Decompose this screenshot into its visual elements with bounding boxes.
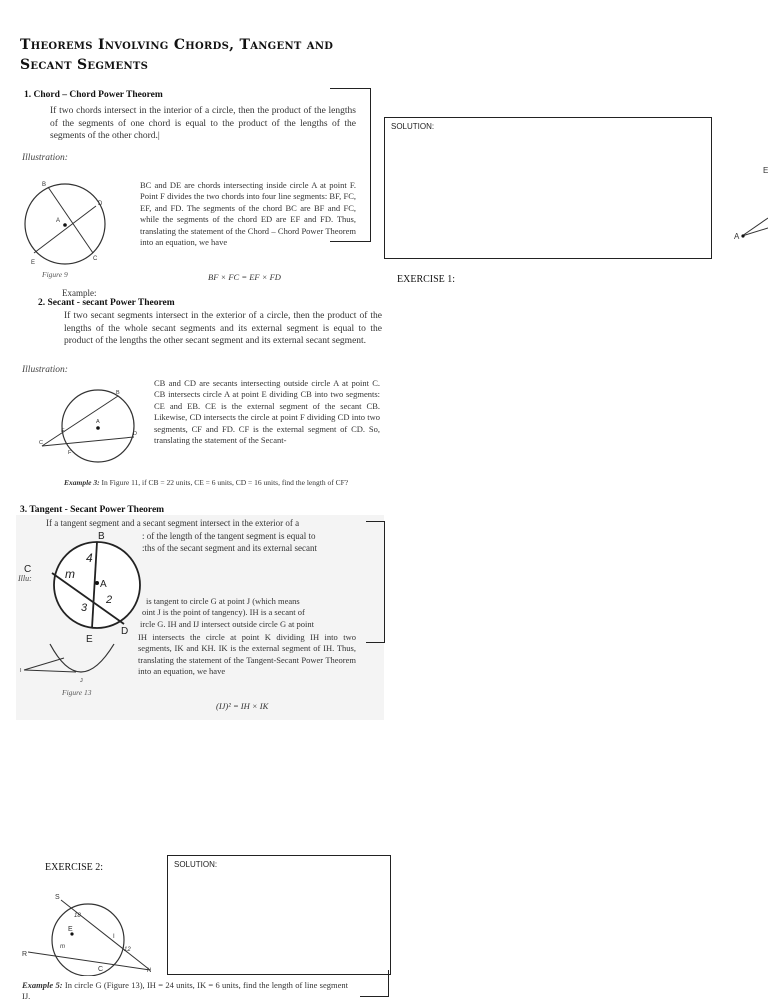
section3-statement-line3: :ths of the secant segment and its external secant <box>142 543 317 553</box>
exercise2-label-12: 12 <box>124 947 131 953</box>
example5-label: Example 5: <box>22 980 63 990</box>
overlay-label-4: 4 <box>86 551 93 565</box>
fig11-label-f: F <box>68 450 72 456</box>
secant-ih <box>24 658 64 670</box>
overlay-label-c: C <box>24 564 32 575</box>
secant-cd <box>42 437 134 446</box>
section2-statement: If two secant segments intersect in the exterior of a circle, then the product of the lengths of the whole secant segments and its external segment is equal to the product of the lengths the other secant segment and its external secant segment. <box>64 311 382 346</box>
example5-text: In circle G (Figure 13), IH = 24 units, IK = 6 units, find the length of line segment IJ. <box>22 980 349 1002</box>
exercise1-point-a <box>741 234 744 237</box>
section3-description-top <box>140 596 358 630</box>
fig11-label-b: B <box>116 390 120 396</box>
exercise1-line-1 <box>742 218 768 236</box>
exercise2-label-s: S <box>55 894 60 901</box>
fig13-label-i: I <box>20 668 22 674</box>
fig11-label-a: A <box>96 419 100 425</box>
tangent-secant-figure <box>20 640 140 690</box>
section1-equation: BF × FC = EF × FD <box>208 272 281 282</box>
overlay-center-a <box>95 581 99 585</box>
section3-bracket <box>366 521 385 643</box>
exercise2-circle <box>52 904 124 976</box>
exercise2-label: EXERCISE 2: <box>45 862 104 873</box>
exercise2-secant-rn <box>28 952 150 970</box>
fig11-label-e: E <box>61 428 65 434</box>
section3-heading: 3. Tangent - Secant Power Theorem <box>20 505 165 515</box>
title-line-2: Secant Segments <box>20 57 149 73</box>
section2-description: CB and CD are secants intersecting outside circle A at point C. CB intersects circle A at point E dividing CB into two segments: CE and EB. CE is the external segment of the secant CB. Likewise, CD intersects the circle at point F dividing CD into two segments, CF and FD. CF is the external segment of CD. So, translating the statement of the Secant- <box>154 378 380 446</box>
section3-description-line1: is tangent to circle G at point J (which means <box>146 596 300 606</box>
section2-heading: 2. Secant - secant Power Theorem <box>38 298 175 308</box>
overlay-label-m: m <box>65 567 75 581</box>
center-point-a <box>63 223 67 227</box>
section1-statement: If two chords intersect in the interior of a circle, then the product of the lengths of the segments of one chord is equal to the product of the lengths of the segments of the other chord.| <box>50 106 356 141</box>
fig9-label-e: E <box>31 260 36 266</box>
section3-description: IH intersects the circle at point K dividing IH into two segments, IK and KH. IK is the external segment of IH. Thus, translating the statement of the Tangent-Secant Power Theorem into an equation, we have <box>138 632 356 677</box>
example3 <box>64 478 376 488</box>
solution-box-1[interactable] <box>384 117 712 259</box>
overlay-circle-figure <box>20 528 146 646</box>
section3-illustration-label: Illu: <box>18 574 32 583</box>
overlay-label-3: 3 <box>81 602 88 614</box>
fig11-label-d: D <box>133 431 137 437</box>
section3-statement-line2: : of the length of the tangent segment is equal to <box>142 530 316 541</box>
fig13-label-j: J <box>80 678 83 684</box>
section2-illustration-label: Illustration: <box>22 365 68 375</box>
chord-chord-figure <box>20 172 138 278</box>
figure9-caption: Figure 9 <box>42 270 68 279</box>
exercise2-label-r: R <box>22 951 28 958</box>
section1-description: BC and DE are chords intersecting inside circle A at point F. Point F divides the two chords into four line segments: BF, FC, EF, and FD. The segments of the chord BC are BF and FC, while the segments of the chord ED are EF and FD. Thus, translating the statement of the Chord – Chord Power Theorem into an equation, we have <box>140 180 356 248</box>
tangent-ij <box>24 670 76 672</box>
title-line-1: Theorems Involving Chords, Tangent and <box>20 37 334 53</box>
page-title <box>20 35 380 75</box>
section3-equation: (IJ)² = IH × IK <box>216 701 269 711</box>
section3-statement-line1: If a tangent segment and a secant segment intersect in the exterior of a <box>46 518 300 528</box>
exercise1-label-e: E <box>763 166 768 175</box>
exercise2-label-n: N <box>147 968 152 974</box>
overlay-label-b: B <box>98 531 105 542</box>
figure13-arc <box>50 644 114 672</box>
overlay-label-2: 2 <box>106 594 113 606</box>
section3-description-line2: oint J is the point of tangency). IH is a secant of <box>142 607 305 618</box>
exercise2-label-m: m <box>60 944 65 950</box>
overlay-label-d: D <box>121 626 129 637</box>
solution-box-2-label: SOLUTION: <box>174 860 218 869</box>
exercise1-figure-fragment <box>732 158 768 248</box>
exercise2-label-e: E <box>68 926 73 933</box>
example-label: Example: <box>62 288 97 298</box>
exercise2-figure <box>20 890 160 976</box>
chord-de <box>34 206 96 253</box>
exercise1-line-2 <box>742 228 768 236</box>
example3-text: In Figure 11, if CB = 22 units, CE = 6 units, CD = 16 units, find the length of CF? <box>101 478 349 487</box>
fig9-label-a: A <box>56 218 61 224</box>
figure13-caption: Figure 13 <box>62 688 92 697</box>
section1-heading: 1. Chord – Chord Power Theorem <box>24 90 163 100</box>
example3-label: Example 3: <box>64 478 100 487</box>
chord-bc <box>48 187 93 253</box>
fig9-label-c: C <box>93 256 98 262</box>
section1-illustration-label: Illustration: <box>22 153 68 163</box>
exercise2-bracket <box>360 970 389 997</box>
example5 <box>22 980 348 1003</box>
section1-bracket <box>330 88 371 242</box>
secant-secant-figure <box>30 384 154 474</box>
fig11-center-a <box>96 426 100 430</box>
overlay-label-e: E <box>86 634 93 645</box>
exercise1-label-a: A <box>734 232 740 241</box>
overlay-label-a: A <box>100 579 107 590</box>
exercise2-label-c: C <box>98 966 104 973</box>
fig11-label-c: C <box>39 440 43 446</box>
section3-description-line3: ircle G. IH and IJ intersect outside circle G at point <box>140 618 314 629</box>
exercise1-label: EXERCISE 1: <box>397 274 456 285</box>
exercise2-label-i: I <box>113 934 115 940</box>
fig9-label-d: D <box>98 201 103 207</box>
secant-cb <box>42 396 118 446</box>
solution-box-1-label: SOLUTION: <box>391 122 435 131</box>
exercise2-label-18: 18 <box>74 913 81 919</box>
fig9-label-b: B <box>42 182 47 188</box>
exercise2-secant-sn <box>61 900 150 970</box>
solution-box-2[interactable] <box>167 855 391 975</box>
